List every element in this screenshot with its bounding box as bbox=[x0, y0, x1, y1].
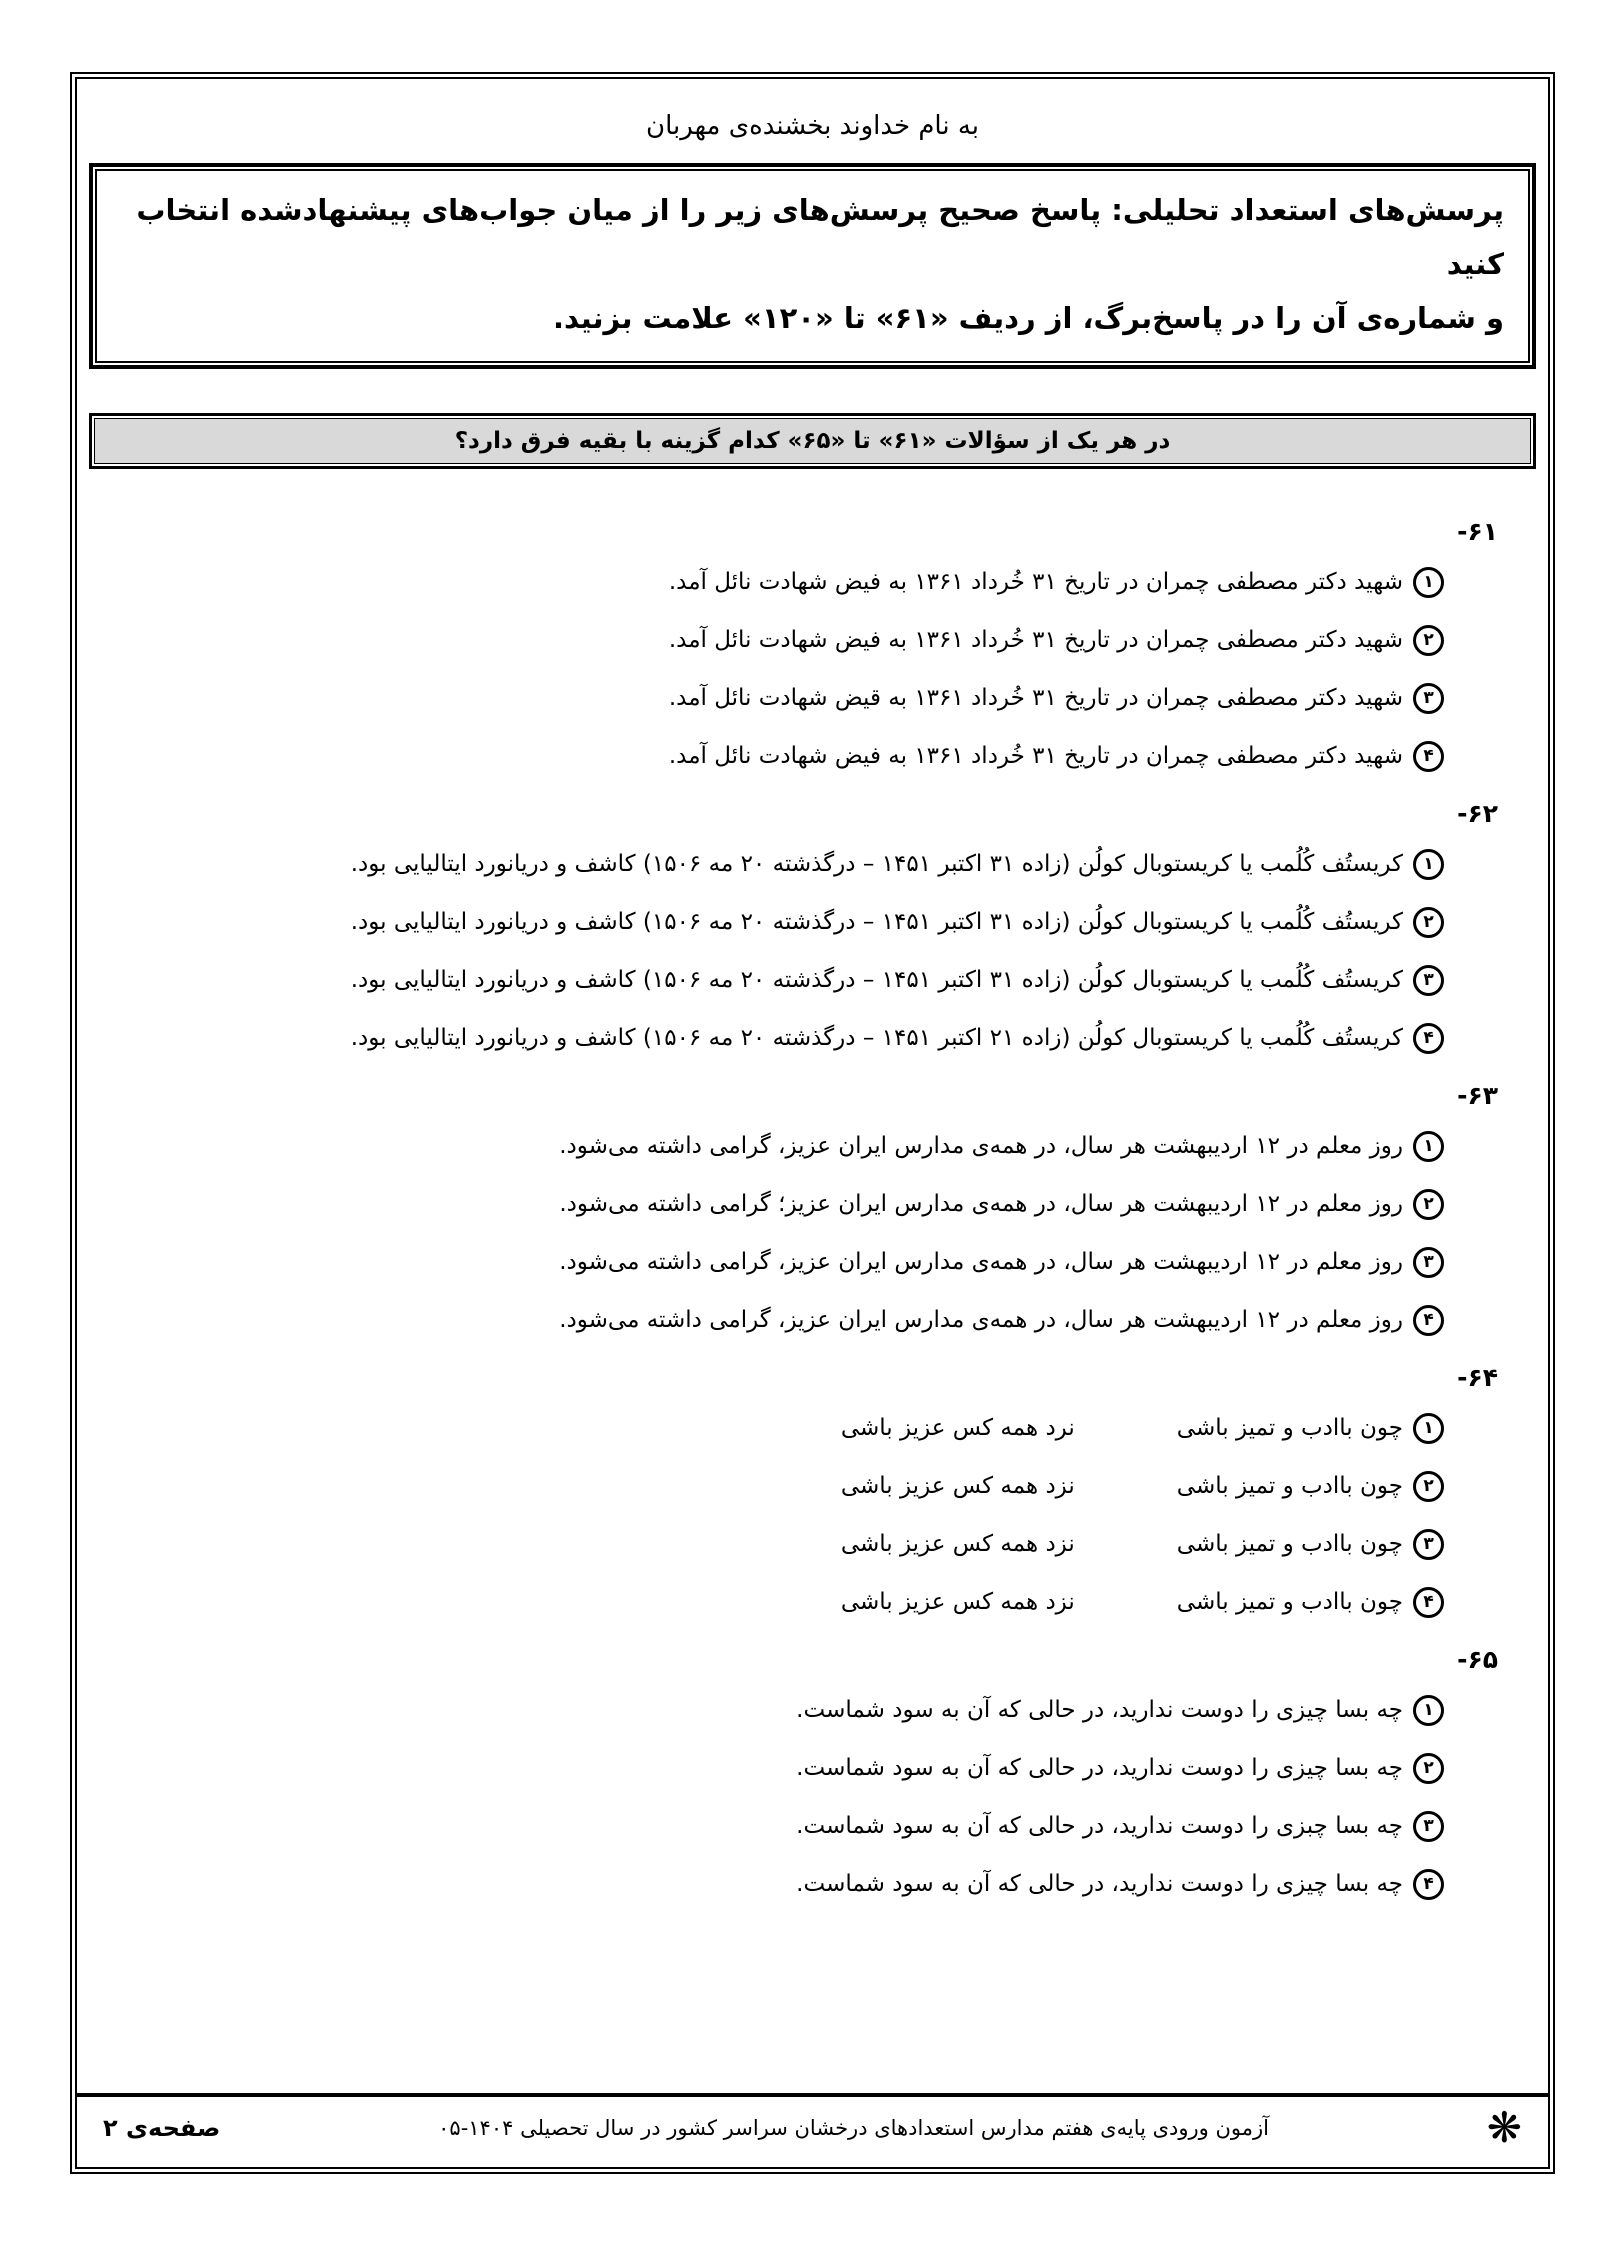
option bbox=[117, 1131, 1506, 1162]
option-number-badge: ۱ bbox=[1413, 1413, 1444, 1444]
instruction-line-2: و شماره‌ی آن را در پاسخ‌برگ، از ردیف «۶۱» تا «۱۲۰» علامت بزنید. bbox=[553, 301, 1504, 335]
option-text: چه بسا چیزی را دوست ندارید، در حالی که آن به سود شماست. bbox=[796, 1697, 1403, 1723]
option-number-badge: ۳ bbox=[1413, 1247, 1444, 1278]
page bbox=[75, 77, 1550, 2169]
instruction-line-1-rest: پاسخ صحیح پرسش‌های زیر را از میان جواب‌های پیشنهادشده انتخاب کنید bbox=[136, 193, 1504, 281]
question bbox=[117, 1363, 1506, 1618]
bismillah-heading: به نام خداوند بخشنده‌ی مهربان bbox=[645, 111, 980, 141]
option-number-badge: ۲ bbox=[1413, 1189, 1444, 1220]
option bbox=[117, 683, 1506, 714]
question-type-banner bbox=[89, 413, 1536, 469]
option-text: شهید دکتر مصطفی چمران در تاریخ ۳۱ خُرداد ۱۳۶۱ به قیض شهادت نائل آمد. bbox=[668, 685, 1403, 711]
footer bbox=[77, 2093, 1548, 2167]
option-text: چون باادب و تمیز باشی bbox=[1176, 1531, 1403, 1557]
options-list bbox=[117, 567, 1506, 772]
option bbox=[117, 849, 1506, 880]
option-number-badge: ۱ bbox=[1413, 1131, 1444, 1162]
options-list bbox=[117, 1131, 1506, 1336]
option bbox=[117, 907, 1506, 938]
ornament-icon: ❋ bbox=[1486, 2103, 1522, 2152]
option bbox=[117, 1247, 1506, 1278]
option-text: چون باادب و تمیز باشی bbox=[1176, 1415, 1403, 1441]
option-number-badge: ۴ bbox=[1413, 1869, 1444, 1900]
option-number-badge: ۳ bbox=[1413, 683, 1444, 714]
page-border bbox=[70, 72, 1555, 2174]
option bbox=[117, 1189, 1506, 1220]
option-text: روز معلم در ۱۲ اردیبهشت هر سال، در همه‌ی مدارس ایران عزیز، گرامی داشته می‌شود. bbox=[559, 1307, 1403, 1333]
option-number-badge: ۴ bbox=[1413, 1587, 1444, 1618]
question-number: ۶۳- bbox=[1457, 1081, 1498, 1110]
question bbox=[117, 1081, 1506, 1336]
questions-area bbox=[77, 469, 1548, 1927]
option-text-left: نزد همه کس عزیز باشی bbox=[840, 1531, 1075, 1557]
option bbox=[117, 1869, 1506, 1900]
question bbox=[117, 517, 1506, 772]
option-text: کریستُف کُلُمب یا کریستوبال کولُن (زاده ۲۱ اکتبر ۱۴۵۱ – درگذشته ۲۰ مه ۱۵۰۶) کاشف و دریانورد ایتالیایی بود. bbox=[350, 1025, 1403, 1051]
option-number-badge: ۱ bbox=[1413, 567, 1444, 598]
question-number: ۶۴- bbox=[1457, 1363, 1498, 1392]
option bbox=[117, 965, 1506, 996]
option bbox=[117, 567, 1506, 598]
option-number-badge: ۳ bbox=[1413, 1811, 1444, 1842]
option-number-badge: ۲ bbox=[1413, 1753, 1444, 1784]
instruction-line-1 bbox=[121, 183, 1504, 291]
question bbox=[117, 799, 1506, 1054]
option-text: روز معلم در ۱۲ اردیبهشت هر سال، در همه‌ی مدارس ایران عزیز؛ گرامی داشته می‌شود. bbox=[559, 1191, 1403, 1217]
instruction-lead: پرسش‌های استعداد تحلیلی: bbox=[1111, 193, 1504, 227]
option-text: شهید دکتر مصطفی چمران در تاریخ ۳۱ خُرداد ۱۳۶۱ به فیض شهادت نائل آمد. bbox=[668, 743, 1403, 769]
option-number-badge: ۲ bbox=[1413, 625, 1444, 656]
option-number-badge: ۴ bbox=[1413, 1023, 1444, 1054]
option-text: چون باادب و تمیز باشی bbox=[1176, 1589, 1403, 1615]
option bbox=[117, 1529, 1506, 1560]
instructions-box bbox=[89, 163, 1536, 369]
option bbox=[117, 1811, 1506, 1842]
exam-title: آزمون ورودی پایه‌ی هفتم مدارس استعدادهای درخشان سراسر کشور در سال تحصیلی ۱۴۰۴-۰۵ bbox=[438, 2116, 1269, 2140]
option-text: کریستُف کُلُمب یا کریستوبال کولُن (زاده ۳۱ اکتبر ۱۴۵۱ – درگذشته ۲۰ مه ۱۵۰۶) کاشف و دریانورد ایتالیایی بود. bbox=[350, 967, 1403, 993]
option-number-badge: ۴ bbox=[1413, 1305, 1444, 1336]
option-number-badge: ۲ bbox=[1413, 907, 1444, 938]
option bbox=[117, 1753, 1506, 1784]
option bbox=[117, 741, 1506, 772]
option-number-badge: ۱ bbox=[1413, 1695, 1444, 1726]
options-list bbox=[117, 1695, 1506, 1900]
option-number-badge: ۱ bbox=[1413, 849, 1444, 880]
instructions-text bbox=[95, 169, 1530, 363]
option-text: روز معلم در ۱۲ اردیبهشت هر سال، در همه‌ی مدارس ایران عزیز، گرامی داشته می‌شود. bbox=[559, 1133, 1403, 1159]
option bbox=[117, 1587, 1506, 1618]
option-text: روز معلم در ۱۲ اردیبهشت هر سال، در همه‌ی مدارس ایران عزیز، گرامی داشته می‌شود. bbox=[559, 1249, 1403, 1275]
options-list bbox=[117, 1413, 1506, 1618]
option-text-left: نزد همه کس عزیز باشی bbox=[840, 1589, 1075, 1615]
option bbox=[117, 1305, 1506, 1336]
option bbox=[117, 1413, 1506, 1444]
option-number-badge: ۳ bbox=[1413, 1529, 1444, 1560]
question-number: ۶۲- bbox=[1457, 799, 1498, 828]
option-text: چه بسا چیزی را دوست ندارید، در حالی که آن به سود شماست. bbox=[796, 1871, 1403, 1897]
option bbox=[117, 1695, 1506, 1726]
option-text-left: نرد همه کس عزیز باشی bbox=[840, 1415, 1075, 1441]
options-list bbox=[117, 849, 1506, 1054]
option-text: چون باادب و تمیز باشی bbox=[1176, 1473, 1403, 1499]
question-type-prompt: در هر یک از سؤالات «۶۱» تا «۶۵» کدام گزینه با بقیه فرق دارد؟ bbox=[94, 418, 1531, 464]
question-number: ۶۱- bbox=[1457, 517, 1498, 546]
option bbox=[117, 1023, 1506, 1054]
page-number-label: صفحه‌ی ۲ bbox=[103, 2114, 221, 2142]
option-text: چه بسا چیزی را دوست ندارید، در حالی که آن به سود شماست. bbox=[796, 1755, 1403, 1781]
option-text: چه بسا چبزی را دوست ندارید، در حالی که آن به سود شماست. bbox=[796, 1813, 1403, 1839]
option-text: شهید دکتر مصطفی چمران در تاریخ ۳۱ خُرداد ۱۳۶۱ به فیض شهادت نائل آمد. bbox=[668, 569, 1403, 595]
option-number-badge: ۲ bbox=[1413, 1471, 1444, 1502]
option-number-badge: ۴ bbox=[1413, 741, 1444, 772]
option-text: شهید دکتر مصطفی چمران در تاریخ ۳۱ خُرداد ۱۳۶۱ به فیض شهادت نائل آمد. bbox=[668, 627, 1403, 653]
option-number-badge: ۳ bbox=[1413, 965, 1444, 996]
option bbox=[117, 625, 1506, 656]
option-text: کریستُف کُلُمب یا کریستوبال کولُن (زاده ۳۱ اکتبر ۱۴۵۱ – درگذشته ۲۰ مه ۱۵۰۶) کاشف و دریانورد ایتالیایی بود. bbox=[350, 909, 1403, 935]
option bbox=[117, 1471, 1506, 1502]
option-text-left: نزد همه کس عزیز باشی bbox=[840, 1473, 1075, 1499]
question-number: ۶۵- bbox=[1457, 1645, 1498, 1674]
question bbox=[117, 1645, 1506, 1900]
option-text: کریستُف کُلُمب یا کریستوبال کولُن (زاده ۳۱ اکتبر ۱۴۵۱ – درگذشته ۲۰ مه ۱۵۰۶) کاشف و دریانورد ایتالیایی بود. bbox=[350, 851, 1403, 877]
